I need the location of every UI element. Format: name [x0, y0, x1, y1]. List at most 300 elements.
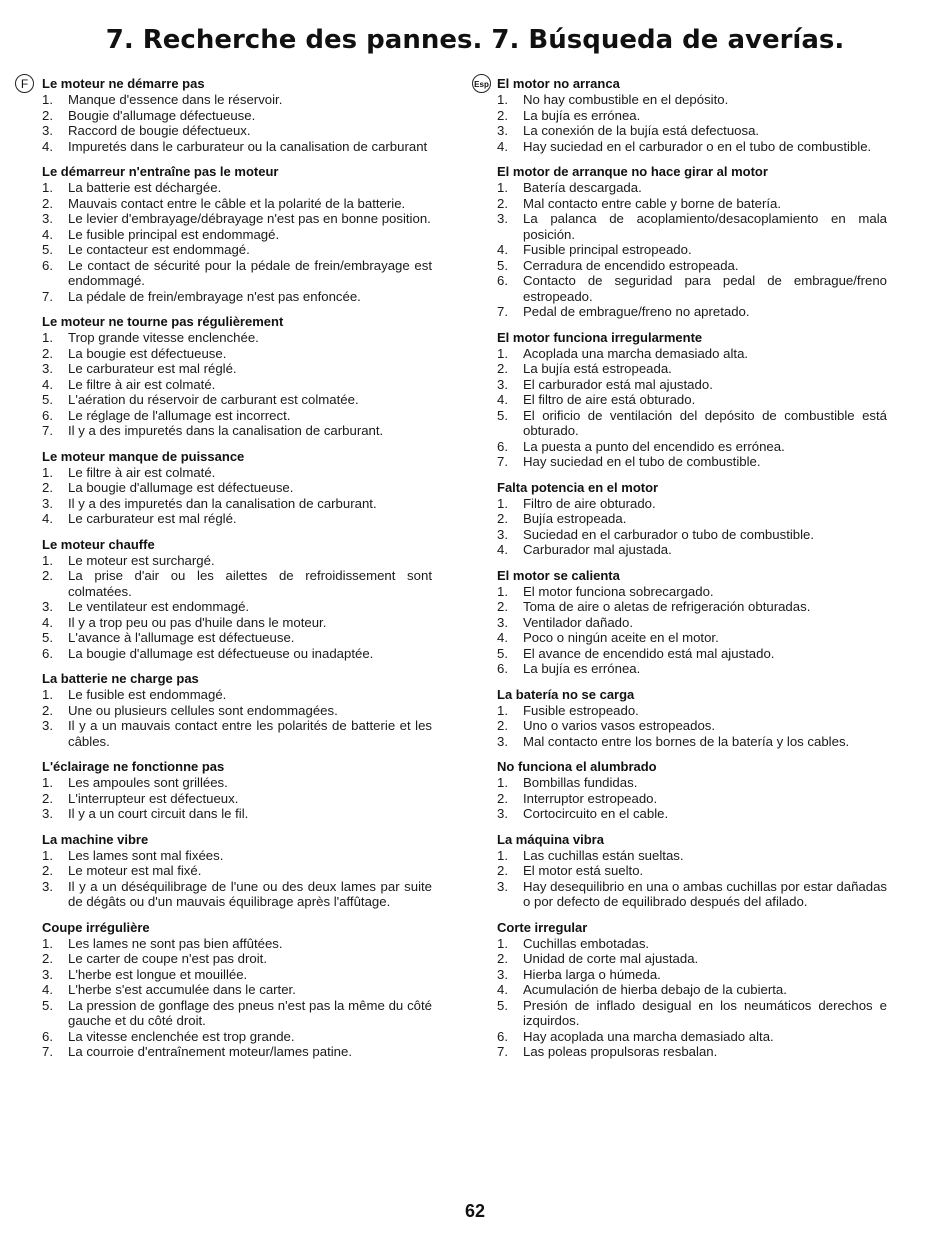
troubleshooting-section — [497, 330, 887, 470]
item-text: La bougie d'allumage est défectueuse ou inadaptée. — [68, 645, 374, 661]
item-number: 6. — [42, 407, 53, 423]
list-item — [42, 180, 432, 196]
item-number: 4. — [42, 138, 53, 154]
item-number: 1. — [42, 464, 53, 480]
list-item — [497, 1044, 887, 1060]
list-item — [497, 848, 887, 864]
item-text: Le carburateur est mal réglé. — [68, 511, 237, 526]
item-number: 5. — [497, 257, 508, 273]
section-heading: No funciona el alumbrado — [497, 759, 657, 774]
item-text: Il y a trop peu ou pas d'huile dans le moteur. — [68, 614, 327, 630]
list-item — [42, 242, 432, 258]
item-number: 4. — [42, 614, 53, 630]
item-text: Hay acoplada una marcha demasiado alta. — [523, 1028, 774, 1044]
list-item — [497, 392, 887, 408]
list-item — [42, 289, 432, 305]
section-heading: El motor de arranque no hace girar al motor — [497, 164, 768, 179]
list-item — [42, 108, 432, 124]
item-number: 3. — [497, 878, 508, 894]
list-item — [42, 196, 432, 212]
item-text: La conexión de la bujía está defectuosa. — [523, 123, 760, 138]
item-number: 4. — [497, 242, 508, 257]
item-text: Le filtre à air est colmaté. — [68, 376, 216, 392]
item-number: 7. — [497, 304, 508, 319]
list-item — [42, 496, 432, 512]
list-item — [42, 967, 432, 983]
item-text: El avance de encendido está mal ajustado. — [523, 645, 775, 661]
item-number: 3. — [42, 599, 53, 614]
section-heading: La máquina vibra — [497, 831, 604, 847]
troubleshooting-section — [497, 568, 887, 677]
item-text: La bujía es errónea. — [523, 107, 641, 123]
troubleshooting-section — [497, 164, 887, 320]
item-text: Les ampoules sont grillées. — [68, 775, 228, 790]
list-item — [42, 258, 432, 289]
list-item — [497, 584, 887, 600]
troubleshooting-section — [42, 76, 432, 154]
item-number: 2. — [42, 951, 53, 966]
item-number: 3. — [42, 966, 53, 982]
cause-list — [42, 92, 432, 154]
item-text: Pedal de embrague/freno no apretado. — [523, 304, 750, 319]
troubleshooting-section — [497, 920, 887, 1060]
troubleshooting-section — [42, 832, 432, 910]
item-text: Las poleas propulsoras resbalan. — [523, 1044, 718, 1059]
list-item — [497, 196, 887, 212]
section-heading: El motor se calienta — [497, 567, 620, 583]
item-number: 2. — [497, 790, 508, 806]
item-number: 2. — [497, 195, 508, 211]
cause-list — [497, 92, 887, 154]
section-heading: Corte irregular — [497, 919, 588, 935]
item-text: Contacto de seguridad para pedal de embrague/freno estropeado. — [523, 273, 887, 304]
list-item — [497, 361, 887, 377]
list-item — [497, 1029, 887, 1045]
item-number: 1. — [42, 775, 53, 790]
item-text: Le fusible principal est endommagé. — [68, 226, 280, 242]
list-item — [42, 599, 432, 615]
list-item — [497, 734, 887, 750]
cause-list — [42, 848, 432, 910]
item-text: L'interrupteur est défectueux. — [68, 790, 239, 806]
troubleshooting-section — [497, 687, 887, 750]
item-number: 3. — [497, 806, 508, 821]
list-item — [42, 936, 432, 952]
troubleshooting-section — [42, 920, 432, 1060]
spanish-column — [474, 76, 887, 1070]
list-item — [42, 211, 432, 227]
troubleshooting-section — [42, 164, 432, 304]
item-number: 4. — [42, 376, 53, 392]
item-number: 1. — [497, 775, 508, 790]
item-text: Le contact de sécurité pour la pédale de frein/embrayage est endommagé. — [68, 257, 432, 288]
list-item — [497, 806, 887, 822]
list-item — [497, 791, 887, 807]
list-item — [42, 1044, 432, 1060]
item-number: 3. — [42, 361, 53, 376]
page-number: 62 — [464, 1201, 486, 1221]
item-number: 4. — [42, 982, 53, 997]
item-number: 5. — [497, 645, 508, 661]
item-number: 5. — [42, 242, 53, 257]
cause-list — [42, 465, 432, 527]
item-text: Cuchillas embotadas. — [523, 935, 650, 951]
item-number: 1. — [497, 935, 508, 951]
item-text: L'avance à l'allumage est défectueuse. — [68, 630, 295, 645]
item-text: Le carburateur est mal réglé. — [68, 361, 237, 376]
item-number: 7. — [497, 1044, 508, 1059]
list-item — [42, 465, 432, 481]
item-text: L'herbe s'est accumulée dans le carter. — [68, 982, 296, 997]
list-item — [42, 511, 432, 527]
troubleshooting-section — [497, 76, 887, 154]
list-item — [497, 718, 887, 734]
item-number: 3. — [497, 211, 508, 226]
list-item — [42, 630, 432, 646]
list-item — [497, 454, 887, 470]
item-number: 2. — [497, 718, 508, 733]
list-item — [497, 951, 887, 967]
item-text: La courroie d'entraînement moteur/lames patine. — [68, 1044, 353, 1059]
troubleshooting-section — [42, 671, 432, 749]
list-item — [42, 703, 432, 719]
item-number: 1. — [42, 92, 53, 107]
item-text: Trop grande vitesse enclenchée. — [68, 330, 259, 345]
list-item — [42, 139, 432, 155]
item-text: Bougie d'allumage défectueuse. — [68, 107, 256, 123]
list-item — [497, 242, 887, 258]
item-number: 3. — [42, 123, 53, 138]
item-text: L'aération du réservoir de carburant est colmatée. — [68, 392, 359, 407]
item-number: 3. — [42, 718, 53, 733]
list-item — [497, 630, 887, 646]
list-item — [42, 791, 432, 807]
item-text: Les lames ne sont pas bien affûtées. — [68, 935, 283, 951]
cause-list — [42, 553, 432, 662]
item-text: La batterie est déchargée. — [68, 180, 222, 195]
section-heading: Falta potencia en el motor — [497, 479, 659, 495]
list-item — [497, 615, 887, 631]
item-text: Le levier d'embrayage/débrayage n'est pas en bonne position. — [68, 211, 431, 226]
list-item — [42, 361, 432, 377]
item-text: La vitesse enclenchée est trop grande. — [68, 1028, 295, 1044]
list-item — [42, 848, 432, 864]
item-number: 6. — [42, 645, 53, 661]
item-text: El motor está suelto. — [523, 863, 644, 878]
item-text: Hierba larga o húmeda. — [523, 966, 661, 982]
item-text: No hay combustible en el depósito. — [523, 92, 729, 107]
item-text: Filtro de aire obturado. — [523, 495, 656, 511]
item-number: 3. — [42, 878, 53, 894]
item-number: 6. — [497, 273, 508, 288]
item-text: Fusible estropeado. — [523, 702, 639, 718]
item-text: La bujía es errónea. — [523, 661, 641, 676]
cause-list — [497, 584, 887, 677]
item-text: El orificio de ventilación del depósito de combustible está obturado. — [523, 407, 887, 438]
list-item — [497, 211, 887, 242]
item-text: Acoplada una marcha demasiado alta. — [523, 345, 749, 361]
item-number: 3. — [497, 966, 508, 982]
item-number: 3. — [42, 806, 53, 821]
item-number: 4. — [497, 982, 508, 997]
cause-list — [497, 496, 887, 558]
list-item — [497, 967, 887, 983]
list-item — [497, 273, 887, 304]
item-text: Le moteur est mal fixé. — [68, 863, 202, 878]
item-text: Manque d'essence dans le réservoir. — [68, 92, 283, 107]
item-number: 2. — [42, 480, 53, 495]
item-text: Batería descargada. — [523, 180, 642, 195]
troubleshooting-section — [42, 759, 432, 822]
list-item — [42, 879, 432, 910]
section-heading: El motor no arranca — [497, 76, 620, 91]
list-item — [42, 377, 432, 393]
list-item — [497, 511, 887, 527]
cause-list — [42, 180, 432, 304]
item-text: Acumulación de hierba debajo de la cubierta. — [523, 982, 787, 997]
list-item — [497, 863, 887, 879]
cause-list — [497, 180, 887, 320]
item-text: La bougie est défectueuse. — [68, 345, 227, 361]
item-number: 1. — [42, 552, 53, 568]
item-text: Impuretés dans le carburateur ou la canalisation de carburant — [68, 138, 428, 154]
item-number: 4. — [497, 630, 508, 645]
item-text: Le carter de coupe n'est pas droit. — [68, 951, 267, 966]
troubleshooting-section — [497, 832, 887, 910]
list-item — [497, 258, 887, 274]
item-text: Hay suciedad en el tubo de combustible. — [523, 454, 761, 469]
item-number: 7. — [497, 454, 508, 469]
item-text: Les lames sont mal fixées. — [68, 847, 224, 863]
list-item — [497, 998, 887, 1029]
list-item — [42, 553, 432, 569]
list-item — [42, 423, 432, 439]
list-item — [497, 377, 887, 393]
french-column — [20, 76, 432, 1070]
list-item — [497, 496, 887, 512]
section-heading: Le moteur ne tourne pas régulièrement — [42, 314, 284, 329]
item-number: 7. — [42, 423, 53, 438]
list-item — [42, 1029, 432, 1045]
item-text: Unidad de corte mal ajustada. — [523, 951, 699, 966]
list-item — [42, 227, 432, 243]
item-number: 1. — [42, 180, 53, 195]
item-text: Cortocircuito en el cable. — [523, 806, 669, 821]
item-text: Toma de aire o aletas de refrigeración obturadas. — [523, 599, 811, 614]
item-text: La prise d'air ou les ailettes de refroidissement sont colmatées. — [68, 568, 432, 599]
item-text: Presión de inflado desigual en los neumáticos derechos e izquirdos. — [523, 997, 887, 1028]
item-number: 2. — [42, 107, 53, 123]
section-heading: La batterie ne charge pas — [42, 671, 199, 686]
item-number: 2. — [497, 863, 508, 878]
item-number: 2. — [497, 599, 508, 614]
list-item — [497, 92, 887, 108]
spanish-language-icon: Esp — [472, 74, 491, 93]
item-number: 2. — [42, 863, 53, 878]
item-text: La puesta a punto del encendido es errónea. — [523, 438, 785, 454]
list-item — [42, 982, 432, 998]
item-number: 5. — [42, 392, 53, 407]
list-item — [497, 646, 887, 662]
item-number: 1. — [497, 345, 508, 361]
item-text: Il y a des impuretés dans la canalisation de carburant. — [68, 423, 384, 438]
item-number: 2. — [42, 790, 53, 806]
item-text: Hay desequilibrio en una o ambas cuchillas por estar dañadas o por defecto de equilibrado después del afilado. — [523, 878, 887, 909]
item-text: Le contacteur est endommagé. — [68, 242, 250, 257]
item-text: L'herbe est longue et mouillée. — [68, 966, 248, 982]
item-number: 3. — [497, 376, 508, 392]
item-number: 3. — [42, 211, 53, 226]
item-number: 2. — [42, 568, 53, 583]
item-number: 4. — [497, 392, 508, 407]
item-number: 2. — [497, 951, 508, 966]
french-sections — [42, 76, 432, 1060]
item-number: 2. — [42, 345, 53, 361]
list-item — [42, 346, 432, 362]
list-item — [497, 879, 887, 910]
cause-list — [42, 775, 432, 822]
item-number: 5. — [497, 997, 508, 1013]
cause-list — [497, 848, 887, 910]
list-item — [497, 139, 887, 155]
item-number: 6. — [497, 661, 508, 676]
item-text: El carburador está mal ajustado. — [523, 376, 713, 392]
item-number: 6. — [497, 438, 508, 454]
cause-list — [42, 330, 432, 439]
list-item — [497, 180, 887, 196]
item-text: Le ventilateur est endommagé. — [68, 599, 250, 614]
list-item — [42, 92, 432, 108]
item-text: Cerradura de encendido estropeada. — [523, 257, 739, 273]
item-number: 5. — [42, 630, 53, 645]
item-number: 4. — [42, 511, 53, 526]
item-number: 6. — [42, 257, 53, 273]
item-number: 5. — [42, 997, 53, 1013]
item-text: La palanca de acoplamiento/desacoplamiento en mala posición. — [523, 211, 887, 242]
item-text: Uno o varios vasos estropeados. — [523, 718, 716, 733]
section-heading: El motor funciona irregularmente — [497, 329, 703, 345]
section-heading: Le démarreur n'entraîne pas le moteur — [42, 164, 279, 179]
item-number: 6. — [42, 1028, 53, 1044]
item-number: 3. — [497, 614, 508, 630]
list-item — [497, 703, 887, 719]
item-text: Il y a un mauvais contact entre les polarités de batterie et les câbles. — [68, 718, 432, 749]
list-item — [42, 687, 432, 703]
troubleshooting-section — [42, 449, 432, 527]
item-text: Mal contacto entre los bornes de la batería y los cables. — [523, 733, 850, 749]
page-title: 7. Recherche des pannes. 7. Búsqueda de averías. — [105, 25, 845, 55]
item-number: 1. — [497, 92, 508, 107]
item-number: 4. — [497, 542, 508, 557]
item-text: El motor funciona sobrecargado. — [523, 583, 714, 599]
item-number: 1. — [497, 847, 508, 863]
item-number: 1. — [42, 330, 53, 345]
section-heading: La batería no se carga — [497, 686, 635, 702]
troubleshooting-section — [42, 314, 432, 439]
list-item — [42, 998, 432, 1029]
item-text: Mal contacto entre cable y borne de batería. — [523, 195, 782, 211]
list-item — [42, 392, 432, 408]
section-heading: Le moteur chauffe — [42, 536, 155, 552]
section-heading: L'éclairage ne fonctionne pas — [42, 759, 225, 774]
item-number: 3. — [497, 526, 508, 542]
item-text: Interruptor estropeado. — [523, 790, 658, 806]
item-number: 2. — [497, 361, 508, 376]
item-text: Il y a un court circuit dans le fil. — [68, 806, 249, 821]
item-text: Le fusible est endommagé. — [68, 687, 227, 702]
item-number: 3. — [497, 123, 508, 138]
item-number: 4. — [497, 138, 508, 154]
list-item — [497, 599, 887, 615]
item-text: La bujía está estropeada. — [523, 361, 672, 376]
item-number: 1. — [497, 495, 508, 511]
list-item — [42, 123, 432, 139]
list-item — [497, 982, 887, 998]
item-text: Suciedad en el carburador o tubo de combustible. — [523, 526, 815, 542]
item-number: 5. — [497, 407, 508, 423]
item-number: 2. — [497, 511, 508, 526]
item-text: Il y a un déséquilibrage de l'une ou des deux lames par suite de dégâts ou d'un mauvais équilibrage après l'affûtage. — [68, 878, 432, 909]
troubleshooting-section — [497, 759, 887, 822]
list-item — [497, 346, 887, 362]
list-item — [497, 123, 887, 139]
list-item — [42, 806, 432, 822]
item-text: Carburador mal ajustada. — [523, 542, 672, 557]
list-item — [42, 408, 432, 424]
item-text: Fusible principal estropeado. — [523, 242, 692, 257]
list-item — [497, 439, 887, 455]
item-number: 1. — [497, 702, 508, 718]
item-number: 3. — [42, 495, 53, 511]
list-item — [42, 718, 432, 749]
item-number: 7. — [42, 1044, 53, 1059]
list-item — [42, 863, 432, 879]
item-text: Mauvais contact entre le câble et la polarité de la batterie. — [68, 195, 406, 211]
list-item — [497, 542, 887, 558]
item-text: El filtro de aire está obturado. — [523, 392, 696, 407]
item-number: 2. — [497, 107, 508, 123]
item-number: 1. — [497, 180, 508, 195]
item-text: La pédale de frein/embrayage n'est pas enfoncée. — [68, 288, 361, 304]
item-number: 6. — [497, 1028, 508, 1044]
item-number: 4. — [42, 226, 53, 242]
item-number: 2. — [42, 195, 53, 211]
item-text: Le réglage de l'allumage est incorrect. — [68, 407, 291, 423]
list-item — [42, 646, 432, 662]
section-heading: Le moteur ne démarre pas — [42, 76, 205, 91]
troubleshooting-section — [42, 537, 432, 662]
item-text: Le filtre à air est colmaté. — [68, 464, 216, 480]
troubleshooting-section — [497, 480, 887, 558]
list-item — [42, 330, 432, 346]
list-item — [497, 408, 887, 439]
spanish-sections — [497, 76, 887, 1060]
item-number: 1. — [42, 687, 53, 702]
item-number: 1. — [497, 583, 508, 599]
list-item — [42, 951, 432, 967]
section-heading: Le moteur manque de puissance — [42, 448, 245, 464]
list-item — [42, 615, 432, 631]
list-item — [497, 527, 887, 543]
item-text: Bombillas fundidas. — [523, 775, 638, 790]
list-item — [497, 661, 887, 677]
item-text: Il y a des impuretés dan la canalisation de carburant. — [68, 495, 377, 511]
item-number: 2. — [42, 702, 53, 718]
french-language-icon: F — [15, 74, 34, 93]
item-text: Une ou plusieurs cellules sont endommagées. — [68, 702, 338, 718]
section-heading: La machine vibre — [42, 831, 149, 847]
cause-list — [42, 936, 432, 1060]
